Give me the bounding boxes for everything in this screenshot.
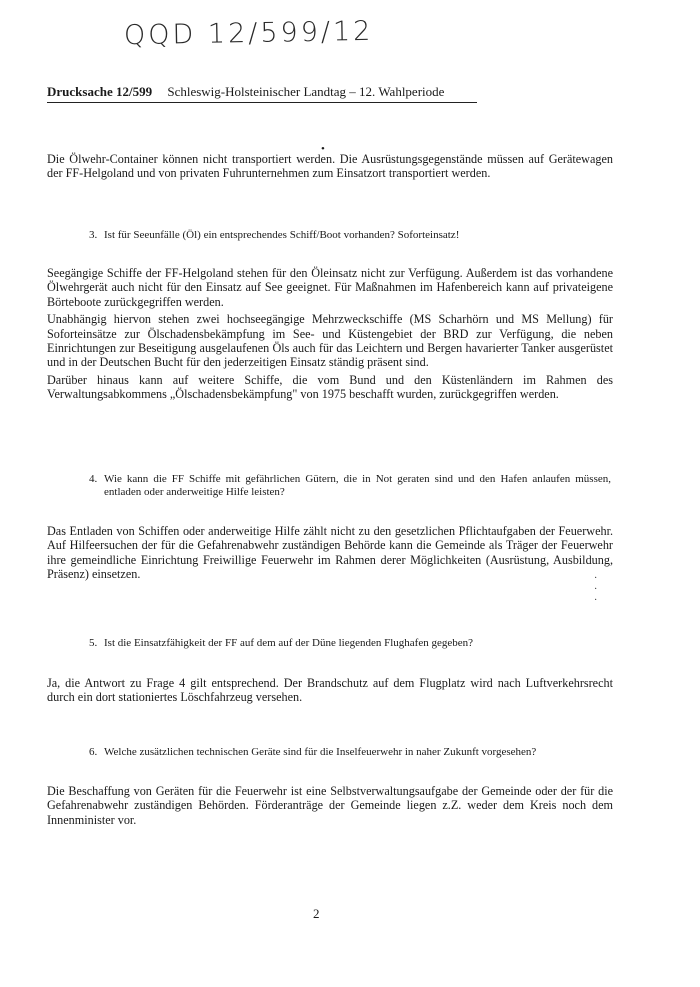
bullet-mark: • bbox=[321, 143, 325, 155]
question-5 bbox=[89, 637, 611, 650]
page-number: 2 bbox=[313, 906, 320, 921]
question-number: 4. bbox=[89, 473, 98, 485]
question-number: 5. bbox=[89, 637, 98, 649]
intro-text: Die Ölwehr-Container können nicht transportiert werden. Die Ausrüstungsgegenstände müssen auf Gerätewagen der FF-Helgoland und von privaten Fuhrunternehmen zum Einsatzort transportiert werden. bbox=[47, 152, 613, 181]
document-header bbox=[47, 84, 477, 100]
question-3 bbox=[89, 229, 611, 242]
question-text: Ist die Einsatzfähigkeit der FF auf dem auf der Düne liegenden Flughafen gegeben? bbox=[104, 637, 473, 649]
question-text: Wie kann die FF Schiffe mit gefährlichen Gütern, die in Not geraten sind und den Hafen anlaufen müssen, entladen oder anderweitige Hilfe leisten? bbox=[104, 473, 611, 498]
drucksache-number: Drucksache 12/599 bbox=[47, 84, 153, 99]
answer-paragraph: Das Entladen von Schiffen oder anderweitige Hilfe zählt nicht zu den gesetzlichen Pflichtaufgaben der Feuerwehr. Auf Hilfeersuchen der für die Gefahrenabwehr zuständigen Behörde kann die Gemeinde als Träger der Feuerwehr ihre gemeindliche Einrichtung Freiwillige Feuerwehr im Rahmen derer Möglichkeiten (Ausrüstung, Ausbildung, Präsenz) einsetzen. bbox=[47, 524, 613, 582]
answer-paragraph: Die Beschaffung von Geräten für die Feuerwehr ist eine Selbstverwaltungsaufgabe der Gemeinde oder der für die Gefahrenabwehr zuständigen Behörden. Förderanträge der Gemeinde liegen z.Z. weder dem Kreis noch dem Innenminister vor. bbox=[47, 784, 613, 827]
answer-paragraph: Seegängige Schiffe der FF-Helgoland stehen für den Öleinsatz nicht zur Verfügung. Außerdem ist das vorhandene Ölwehrgerät auch nicht für den Einsatz auf See geeignet. Für Maßnahmen im Hafenbereich kann auf privateigene Börteboote zurückgegriffen werden. bbox=[47, 266, 613, 309]
question-4 bbox=[89, 473, 611, 499]
answer-6 bbox=[47, 784, 613, 830]
answer-paragraph: Ja, die Antwort zu Frage 4 gilt entsprechend. Der Brandschutz auf dem Flugplatz wird nach Luftverkehrsrecht durch ein dort stationiertes Löschfahrzeug versehen. bbox=[47, 676, 613, 705]
margin-marks: · · · bbox=[594, 573, 598, 606]
question-number: 6. bbox=[89, 746, 98, 758]
parliament-title: Schleswig-Holsteinischer Landtag – 12. Wahlperiode bbox=[167, 84, 445, 99]
handwritten-archive-stamp: QQD 12/599/12 bbox=[123, 15, 374, 52]
answer-paragraph: Unabhängig hiervon stehen zwei hochseegängige Mehrzweckschiffe (MS Scharhörn und MS Mellung) für Soforteinsätze zur Ölschadensbekämpfung im See- und Küstengebiet der BRD zur Verfügung, die neben Einrichtungen zur Beseitigung ausgelaufenen Öls auch für das Leichtern und Bergen havarierter Tanker ausgerüstet und in der Deutschen Bucht für den jederzeitigen Einsatz ständig präsent sind. bbox=[47, 312, 613, 370]
intro-paragraph bbox=[47, 152, 613, 184]
answer-3 bbox=[47, 266, 613, 405]
question-text: Ist für Seeunfälle (Öl) ein entsprechendes Schiff/Boot vorhanden? Soforteinsatz! bbox=[104, 229, 460, 241]
answer-paragraph: Darüber hinaus kann auf weitere Schiffe, die vom Bund und den Küstenländern im Rahmen des Verwaltungsabkommens „Ölschadensbekämpfung" von 1975 beschafft wurden, zurückgegriffen werden. bbox=[47, 372, 613, 402]
question-6 bbox=[89, 746, 611, 759]
question-text: Welche zusätzlichen technischen Geräte sind für die Inselfeuerwehr in naher Zukunft vorgesehen? bbox=[104, 746, 537, 758]
answer-5 bbox=[47, 676, 613, 708]
question-number: 3. bbox=[89, 229, 98, 241]
answer-4 bbox=[47, 524, 613, 585]
header-rule bbox=[47, 102, 477, 103]
